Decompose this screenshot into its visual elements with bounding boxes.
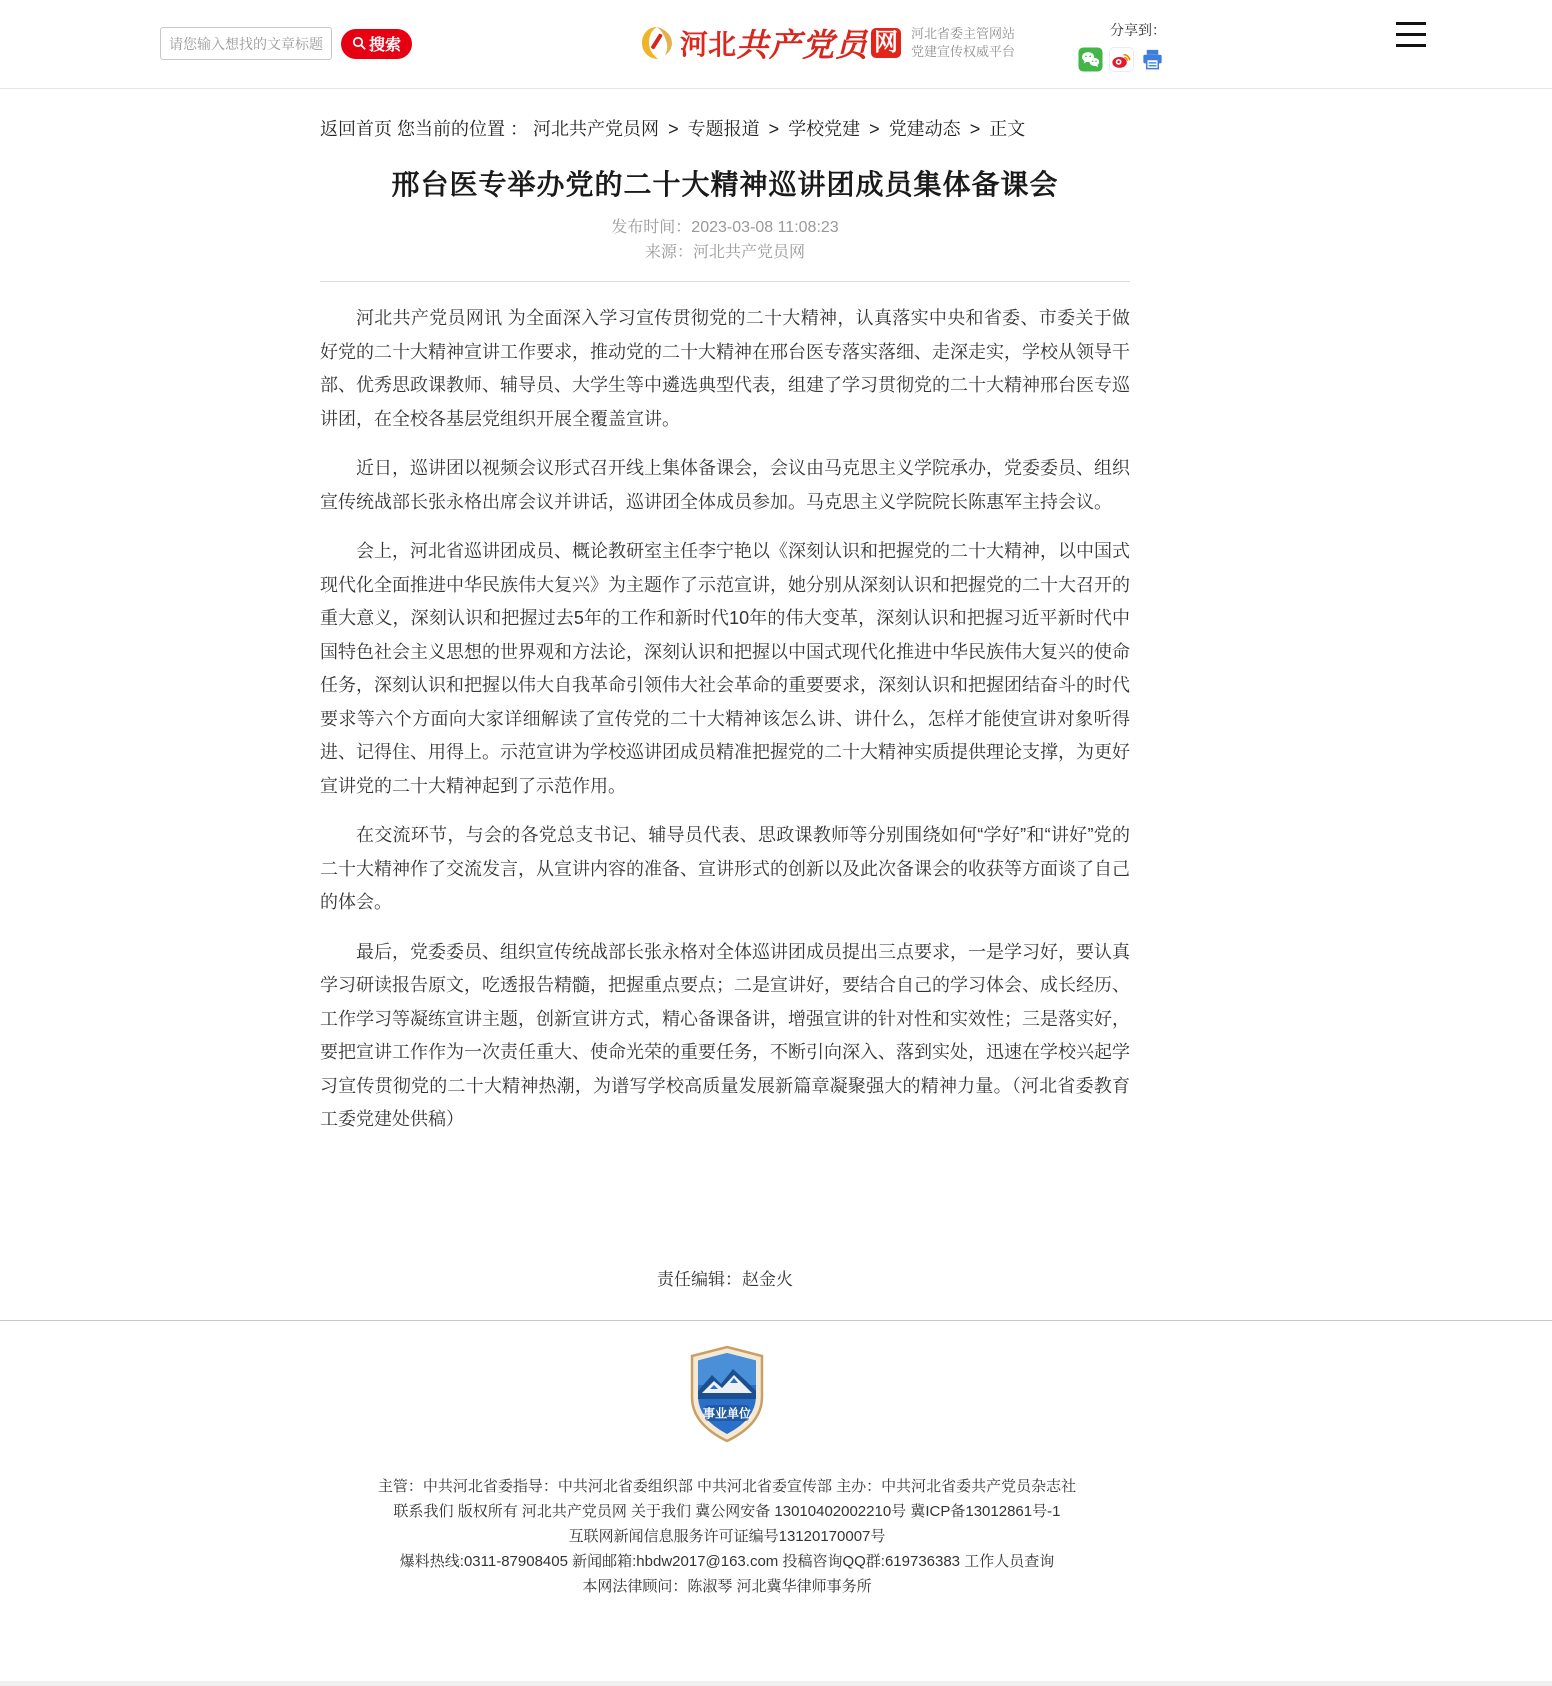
breadcrumb-item-site[interactable]: 河北共产党员网 (533, 119, 660, 139)
footer-line-contact: 爆料热线:0311-87908405 新闻邮箱:hbdw2017@163.com 投稿咨询QQ群:619736383 工作人员查询 (399, 1552, 1055, 1570)
article-paragraph: 在交流环节，与会的各党总支书记、辅导员代表、思政课教师等分别围绕如何“学好”和“讲好”党的二十大精神作了交流发言，从宣讲内容的准备、宣讲形式的创新以及此次备课会的收获等方面谈了自己的体会。 (320, 825, 1130, 912)
footer-line-license: 互联网新闻信息服务许可证编号13120170007号 (568, 1527, 886, 1545)
breadcrumb-item-current: 正文 (989, 119, 1026, 139)
page-header (0, 0, 1552, 88)
breadcrumb-item-topics[interactable]: 专题报道 (687, 119, 760, 139)
tagline-line-1: 河北省委主管网站 (911, 26, 1016, 41)
logo-suffix: 网 (871, 28, 901, 58)
publish-time: 发布时间：2023-03-08 11:08:23 (611, 219, 839, 236)
article-paragraph: 会上，河北省巡讲团成员、概论教研室主任李宁艳以《深刻认识和把握党的二十大精神，以中国式现代化全面推进中华民族伟大复兴》为主题作了示范宣讲，她分别从深刻认识和把握党的二十大召开的重大意义，深刻认识和把握过去5年的工作和新时代10年的伟大变革，深刻认识和把握习近平新时代中国特色社会主义思想的世界观和方法论，深刻认识和把握以中国式现代化推进中华民族伟大复兴的使命任务，深刻认识和把握以伟大自我革命引领伟大社会革命的重要要求，深刻认识和把握团结奋斗的时代要求等六个方面向大家详细解读了宣传党的二十大精神该怎么讲、讲什么，怎样才能使宣讲对象听得进、记得住、用得上。示范宣讲为学校巡讲团成员精准把握党的二十大精神实质提供理论支撑，为更好宣讲党的二十大精神起到了示范作用。 (320, 541, 1130, 796)
search-button-label: 搜索 (369, 37, 402, 54)
footer-lines (0, 1474, 1454, 1599)
share-area (1078, 20, 1168, 72)
breadcrumb-colon: ： (510, 119, 529, 139)
site-logo-text (680, 20, 901, 66)
back-home-link[interactable]: 返回首页 (320, 119, 392, 139)
article-container (320, 89, 1130, 1290)
breadcrumb-separator: > (869, 119, 880, 139)
logo-prefix: 河北 (680, 29, 737, 60)
article-source: 来源：河北共产党员网 (644, 244, 805, 261)
search-input[interactable] (160, 27, 332, 60)
weibo-share-icon[interactable] (1109, 47, 1134, 72)
footer-line-copyright: 联系我们 版权所有 河北共产党员网 关于我们 冀公网安备 13010402002210号 冀ICP备13012861号-1 (393, 1502, 1061, 1520)
article-paragraph: 近日，巡讲团以视频会议形式召开线上集体备课会，会议由马克思主义学院承办，党委委员、组织宣传统战部长张永格出席会议并讲话，巡讲团全体成员参加。马克思主义学院院长陈惠军主持会议。 (320, 458, 1130, 512)
breadcrumb-separator: > (668, 119, 679, 139)
breadcrumb-separator: > (768, 119, 780, 139)
article-paragraph: 河北共产党员网讯 为全面深入学习宣传贯彻党的二十大精神，认真落实中央和省委、市委关于做好党的二十大精神宣讲工作要求，推动党的二十大精神在邢台医专落实落细、走深走实，学校从领导干部、优秀思政课教师、辅导员、大学生等中遴选典型代表，组建了学习贯彻党的二十大精神邢台医专巡讲团，在全校各基层党组织开展全覆盖宣讲。 (320, 308, 1130, 429)
badge-label: 事业单位 (702, 1406, 752, 1420)
bottom-strip (0, 1681, 1552, 1686)
page-title: 邢台医专举办党的二十大精神巡讲团成员集体备课会 (391, 169, 1059, 200)
breadcrumb (320, 115, 1130, 141)
site-tagline (911, 25, 1015, 61)
article-body (320, 282, 1130, 1137)
breadcrumb-location-label: 您当前的位置 (397, 119, 506, 139)
footer-line-legal: 本网法律顾问：陈淑琴 河北冀华律师事务所 (582, 1577, 872, 1595)
wechat-share-icon[interactable] (1078, 47, 1103, 72)
search-button[interactable] (341, 29, 412, 59)
article-meta (320, 215, 1130, 265)
footer-line-supervisor: 主管：中共河北省委指导：中共河北省委组织部 中共河北省委宣传部 主办：中共河北省委共产党员杂志社 (377, 1477, 1077, 1495)
breadcrumb-item-school[interactable]: 学校党建 (788, 119, 861, 139)
party-emblem-icon (638, 24, 676, 62)
print-share-icon[interactable] (1140, 47, 1165, 72)
search-icon (352, 36, 367, 51)
site-logo[interactable] (638, 20, 1015, 66)
public-institution-badge-icon[interactable] (688, 1345, 766, 1443)
tagline-line-2: 党建宣传权威平台 (911, 44, 1016, 59)
breadcrumb-item-news[interactable]: 党建动态 (888, 119, 961, 139)
share-label: 分享到： (1110, 22, 1166, 38)
menu-icon[interactable] (1396, 22, 1426, 47)
article-paragraph: 最后，党委委员、组织宣传统战部长张永格对全体巡讲团成员提出三点要求，一是学习好，要认真学习研读报告原文，吃透报告精髓，把握重点要点；二是宣讲好，要结合自己的学习体会、成长经历、工作学习等凝练宣讲主题，创新宣讲方式，精心备课备讲，增强宣讲的针对性和实效性；三是落实好，要把宣讲工作作为一次责任重大、使命光荣的重要任务，不断引向深入、落到实处，迅速在学校兴起学习宣传贯彻党的二十大精神热潮，为谱写学校高质量发展新篇章凝聚强大的精神力量。（河北省委教育工委党建处供稿） (320, 941, 1130, 1129)
editor-line: 责任编辑：赵金火 (657, 1269, 793, 1289)
page-footer (0, 1321, 1552, 1645)
logo-script: 共产党员 (736, 26, 869, 64)
search-area (160, 27, 412, 60)
breadcrumb-separator: > (969, 119, 981, 139)
